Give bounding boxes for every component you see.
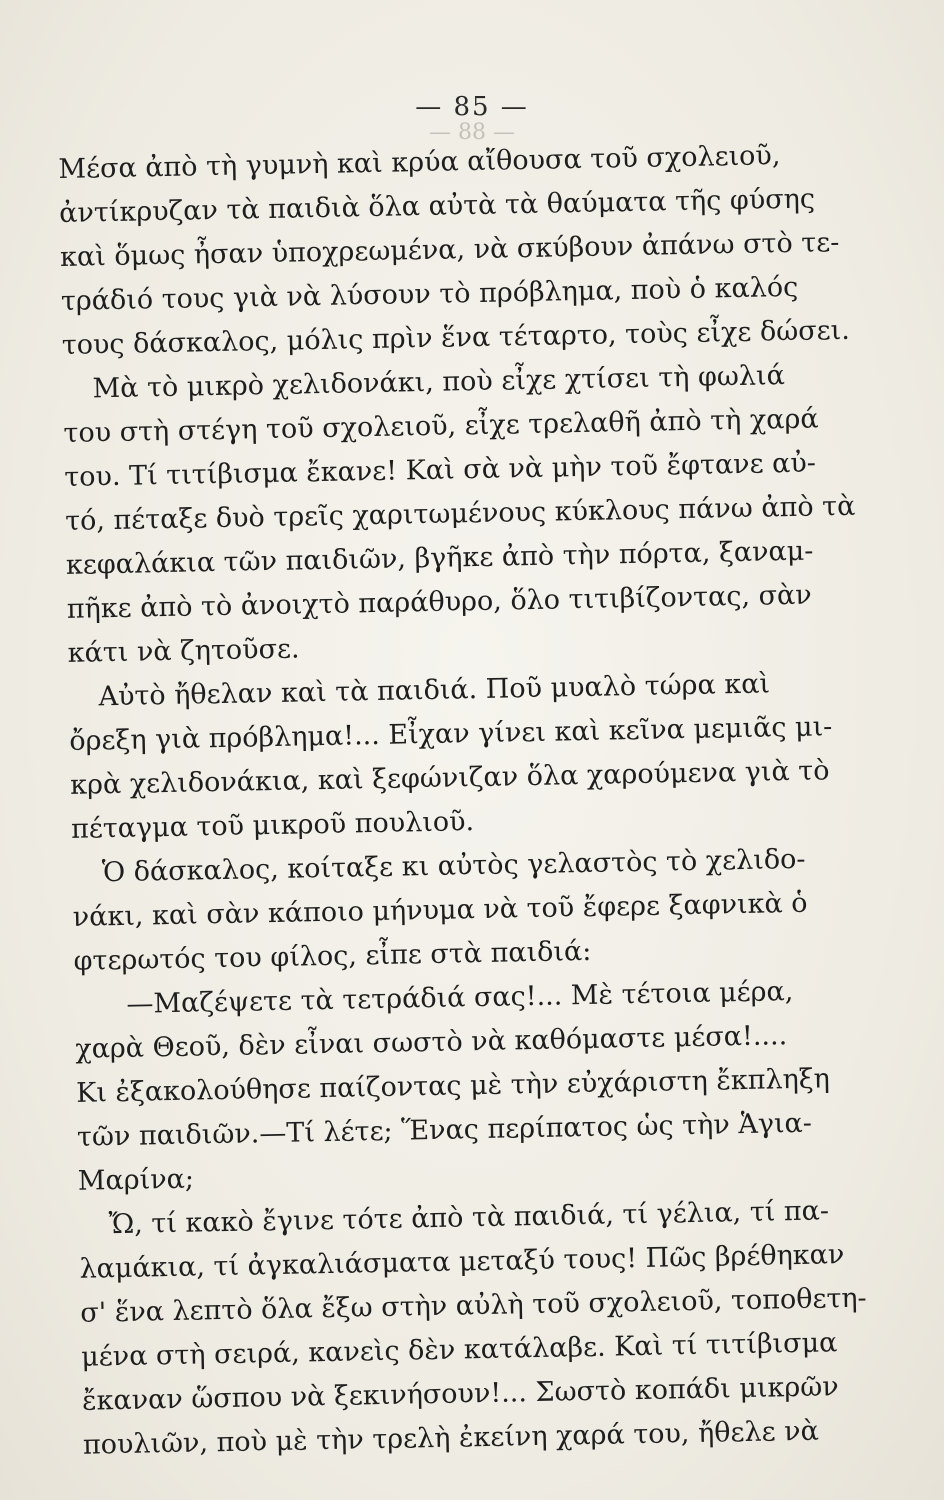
text-line: χαρὰ Θεοῦ, δὲν εἶναι σωστὸ νὰ καθόμαστε μέσα!.... [75, 1020, 788, 1065]
text-line: λαμάκια, τί ἀγκαλιάσματα μεταξύ τους! Πῶς βρέθηκαν [79, 1239, 845, 1285]
text-line: κάτι νὰ ζητοῦσε. [67, 633, 300, 669]
text-line: τους δάσκαλος, μόλις πρὶν ἕνα τέταρτο, τοὺς εἶχε δώσει. [61, 314, 851, 361]
text-line: τράδιό τους γιὰ νὰ λύσουν τὸ πρόβλημα, ποὺ ὁ καλός [60, 271, 799, 317]
text-line: Ὤ, τί κακὸ ἔγινε τότε ἀπὸ τὰ παιδιά, τί γέλια, τί πα- [108, 1195, 830, 1241]
text-line: τό, πέταξε δυὸ τρεῖς χαριτωμένους κύκλους πάνω ἀπὸ τὰ [64, 490, 856, 537]
bleed-through-page-number: — 88 — [429, 120, 515, 145]
text-line: Κι ἐξακολούθησε παίζοντας μὲ τὴν εὐχάριστη ἔκπληξη [75, 1063, 831, 1109]
text-line: ἔκαναν ὥσπου νὰ ξεκινήσουν!... Σωστὸ κοπάδι μικρῶν [81, 1371, 839, 1417]
text-line: ὄρεξη γιὰ πρόβλημα!... Εἶχαν γίνει καὶ κεῖνα μεμιᾶς μι- [69, 711, 833, 757]
text-line: φτερωτός του φίλος, εἶπε στὰ παιδιά: [73, 935, 592, 977]
text-line: σ' ἕνα λεπτὸ ὅλα ἔξω στὴν αὐλὴ τοῦ σχολειοῦ, τοποθετη- [80, 1282, 867, 1329]
text-line: πέταγμα τοῦ μικροῦ πουλιοῦ. [70, 806, 475, 845]
page-number: — 85 — [415, 92, 529, 122]
text-line: τῶν παιδιῶν.—Τί λέτε; Ἕνας περίπατος ὡς τὴν Ἁγια- [76, 1107, 813, 1153]
text-line: Μαρίνα; [77, 1163, 195, 1197]
text-line: Ὁ δάσκαλος, κοίταξε κι αὐτὸς γελαστὸς τὸ χελιδο- [101, 843, 806, 889]
text-line: μένα στὴ σειρά, κανεὶς δὲν κατάλαβε. Καὶ τί τιτίβισμα [80, 1327, 838, 1373]
text-line: ἀντίκρυζαν τὰ παιδιὰ ὅλα αὐτὰ τὰ θαύματα τῆς φύσης [58, 183, 816, 229]
text-line: Μέσα ἀπὸ τὴ γυμνὴ καὶ κρύα αἴθουσα τοῦ σχολειοῦ, [58, 140, 781, 185]
text-line: —Μαζέψετε τὰ τετράδιά σας!... Μὲ τέτοια μέρα, [126, 976, 794, 1020]
text-line: του. Τί τιτίβισμα ἔκανε! Καὶ σὰ νὰ μὴν τοῦ ἔφτανε αὐ- [64, 447, 817, 493]
text-line: πῆκε ἀπὸ τὸ ἀνοιχτὸ παράθυρο, ὅλο τιτιβίζοντας, σὰν [66, 579, 812, 625]
text-line: του στὴ στέγη τοῦ σχολειοῦ, εἶχε τρελαθῆ ἀπὸ τὴ χαρά [63, 403, 819, 449]
text-line: Μὰ τὸ μικρὸ χελιδονάκι, ποὺ εἶχε χτίσει τὴ φωλιά [92, 360, 786, 405]
text-line: καὶ ὅμως ἦσαν ὑποχρεωμένα, νὰ σκύβουν ἀπάνω στὸ τε- [59, 227, 840, 273]
text-line: κεφαλάκια τῶν παιδιῶν, βγῆκε ἀπὸ τὴν πόρτα, ξαναμ- [65, 535, 814, 581]
text-line: νάκι, καὶ σὰν κάποιο μήνυμα νὰ τοῦ ἔφερε ξαφνικὰ ὁ [72, 887, 808, 933]
text-line: Αὐτὸ ἤθελαν καὶ τὰ παιδιά. Ποῦ μυαλὸ τώρα καὶ [98, 668, 771, 713]
text-line: πουλιῶν, ποὺ μὲ τὴν τρελὴ ἐκείνη χαρά του, ἤθελε νὰ [82, 1415, 820, 1461]
body-text [58, 133, 867, 1467]
text-line: κρὰ χελιδονάκια, καὶ ξεφώνιζαν ὅλα χαρούμενα γιὰ τὸ [69, 755, 830, 801]
